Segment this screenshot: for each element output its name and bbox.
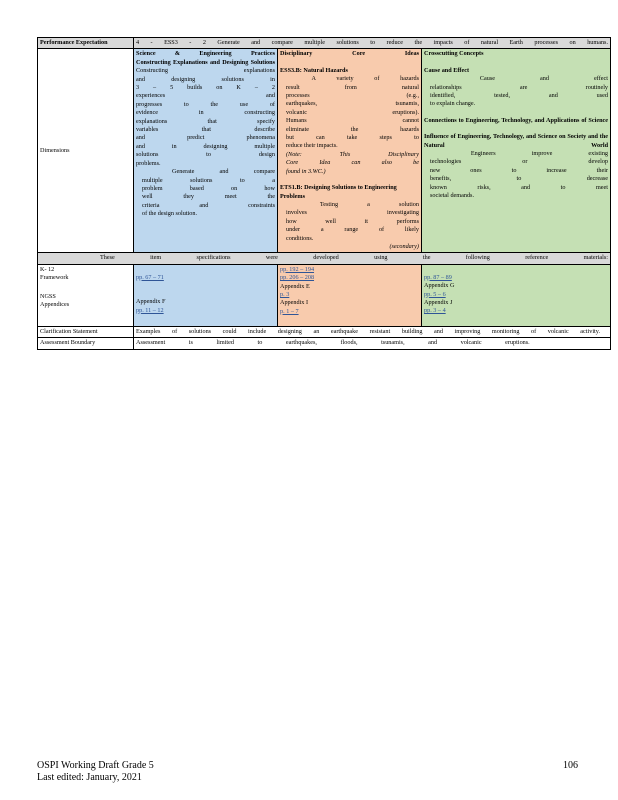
sep-body-line: Constructing explanations [136, 67, 275, 75]
ccc-heading: Crosscutting Concepts [424, 50, 484, 58]
dci-heading: Disciplinary Core Ideas [280, 50, 419, 58]
dci-framework-link-2[interactable]: pp. 206 – 208 [280, 274, 315, 282]
dci-ess3b-body-line: A variety of hazards [286, 75, 419, 83]
ccc-influence-body-line: technologies or develop [430, 158, 609, 166]
ccc-influence-body-line: societal demands. [430, 192, 474, 200]
dimensions-label: Dimensions [38, 49, 134, 253]
dci-note-line: found in 3.WC.) [286, 167, 326, 175]
sep-bullet-line: criteria and constraints [142, 201, 275, 209]
sep-cell [134, 49, 278, 253]
dci-ess3b-body-line: processes (e.g., [286, 92, 419, 100]
sep-body-line: solutions to design [136, 151, 275, 159]
dci-ets1b-body-line: under a range of likely [286, 226, 419, 234]
dci-ets1b-body-line: Testing a solution [286, 200, 419, 208]
ccc-cell [422, 49, 611, 253]
ccc-cause-body-line: Cause and effect [430, 75, 609, 83]
footer-last-edited: Last edited: January, 2021 [37, 771, 142, 783]
ccc-connections-heading: Connections to Engineering, Technology, and Applications of Science [424, 116, 609, 124]
ccc-cause-body-line: to explain change. [430, 100, 476, 108]
dci-ets1b-body-line: how well it performs [286, 217, 419, 225]
footer-draft-title: OSPI Working Draft Grade 5 [37, 760, 154, 771]
ccc-cause-body [424, 75, 608, 109]
reference-intro-row [38, 253, 611, 264]
sep-bullet [136, 168, 275, 218]
dci-appendix-e: Appendix E [280, 282, 310, 290]
ccc-cause-body-line: relationships are routinely [430, 83, 609, 91]
dci-ess3b-body [280, 75, 419, 151]
ccc-influence-heading: Influence of Engineering, Technology, and Science on Society and the Natural World [424, 133, 609, 149]
ccc-cause-body-line: identified, tested, and used [430, 92, 609, 100]
dci-ets1b-body-line: involves investigating [286, 209, 419, 217]
dimensions-row [38, 49, 611, 253]
dci-ess3b-body-line: volcanic eruptions). [286, 108, 419, 116]
clarification-row [38, 326, 611, 337]
dci-note [280, 151, 419, 176]
performance-label: Performance Expectation [38, 38, 134, 49]
dci-ess3b-body-line: earthquakes, tsunamis, [286, 100, 419, 108]
footer [37, 760, 154, 783]
sep-framework-link[interactable]: pp. 67 – 71 [136, 273, 164, 281]
dci-ess3b-body-line: reduce their impacts. [286, 142, 338, 150]
sep-body-line: and in designing multiple [136, 142, 275, 150]
ngss-label: NGSS Appendices [40, 292, 70, 308]
dci-note-line: (Note: This Disciplinary [286, 150, 419, 158]
dci-cell [278, 49, 422, 253]
ccc-appendix-g: Appendix G [424, 282, 455, 290]
dci-appendix-i-link[interactable]: p. 1 – 7 [280, 307, 299, 315]
dci-ets1b-heading: ETS1.B: Designing Solutions to Engineering Problems [280, 184, 397, 200]
performance-row [38, 38, 611, 49]
sep-body-line: evidence in constructing [136, 109, 275, 117]
ccc-references [422, 264, 611, 326]
specification-table [37, 37, 611, 350]
sep-appendix: Appendix F [136, 298, 166, 306]
boundary-label: Assessment Boundary [38, 338, 134, 349]
page-number: 106 [563, 760, 578, 771]
sep-body [136, 67, 275, 168]
reference-intro: These item specifications were developed using the following reference materials: [38, 253, 611, 264]
sep-bullet-line: problem based on how [142, 184, 275, 192]
sep-appendix-link[interactable]: pp. 11 – 12 [136, 306, 164, 314]
sep-references [134, 264, 278, 326]
sep-bullet-line: multiple solutions to a [142, 176, 275, 184]
reference-row [38, 264, 611, 326]
dci-appendix-e-link[interactable]: p. 3 [280, 290, 290, 298]
sep-bullet-line: well they meet the [142, 193, 275, 201]
specification-page [37, 37, 610, 350]
sep-heading: Science & Engineering Practices [136, 50, 275, 58]
sep-subheading: Constructing Explanations and Designing Solutions [136, 58, 275, 66]
sep-body-line: variables that describe [136, 126, 275, 134]
clarification-text: Examples of solutions could include designing an earthquake resistant building and improving monitoring of volcanic activity. [134, 326, 611, 337]
ccc-influence-body-line: benefits, to decrease [430, 175, 609, 183]
dci-ess3b-body-line: Humans cannot [286, 117, 419, 125]
ccc-cause-heading: Cause and Effect [424, 66, 470, 74]
dci-ess3b-heading: ESS3.B: Natural Hazards [280, 66, 348, 74]
dci-secondary: (secondary) [389, 242, 419, 250]
ccc-influence-body-line: Engineers improve existing [430, 150, 609, 158]
dci-ess3b-body-line: result from natural [286, 83, 419, 91]
dci-ess3b-body-line: eliminate the hazards [286, 125, 419, 133]
sep-body-line: 3 – 5 builds on K – 2 [136, 84, 275, 92]
sep-body-line: and predict phenomena [136, 134, 275, 142]
sep-body-line: experiences and [136, 92, 275, 100]
sep-body-line: and designing solutions in [136, 75, 275, 83]
dci-framework-link-1[interactable]: pp. 192 – 194 [280, 265, 315, 273]
dci-references [278, 264, 422, 326]
boundary-text: Assessment is limited to earthquakes, floods, tsunamis, and volcanic eruptions. [134, 338, 611, 349]
ccc-appendix-g-link[interactable]: pp. 5 – 6 [424, 290, 446, 298]
ccc-appendix-j: Appendix J [424, 298, 453, 306]
clarification-label: Clarification Statement [38, 326, 134, 337]
dci-ets1b-body-line: conditions. [286, 234, 314, 242]
dci-ets1b-body [280, 201, 419, 243]
sep-body-line: progresses to the use of [136, 100, 275, 108]
boundary-row [38, 338, 611, 349]
sep-bullet-line: of the design solution. [142, 210, 197, 218]
dci-note-line: Core Idea can also be [286, 159, 419, 167]
ccc-influence-body [424, 150, 608, 200]
sep-bullet-line: Generate and compare [142, 168, 275, 176]
sep-body-line: explanations that specify [136, 117, 275, 125]
performance-text: 4 - ESS3 - 2 Generate and compare multiple solutions to reduce the impacts of natural Earth processes on humans. [134, 38, 611, 49]
ccc-framework-link[interactable]: pp. 87 – 89 [424, 273, 452, 281]
dci-ess3b-body-line: but can take steps to [286, 134, 419, 142]
sep-body-line: problems. [136, 159, 161, 167]
ccc-influence-body-line: known risks, and to meet [430, 183, 609, 191]
reference-labels [38, 264, 134, 326]
dci-appendix-i: Appendix I [280, 299, 309, 307]
framework-label: K- 12 Framework [40, 265, 69, 282]
ccc-appendix-j-link[interactable]: pp. 3 – 4 [424, 307, 446, 315]
ccc-influence-body-line: new ones to increase their [430, 166, 609, 174]
